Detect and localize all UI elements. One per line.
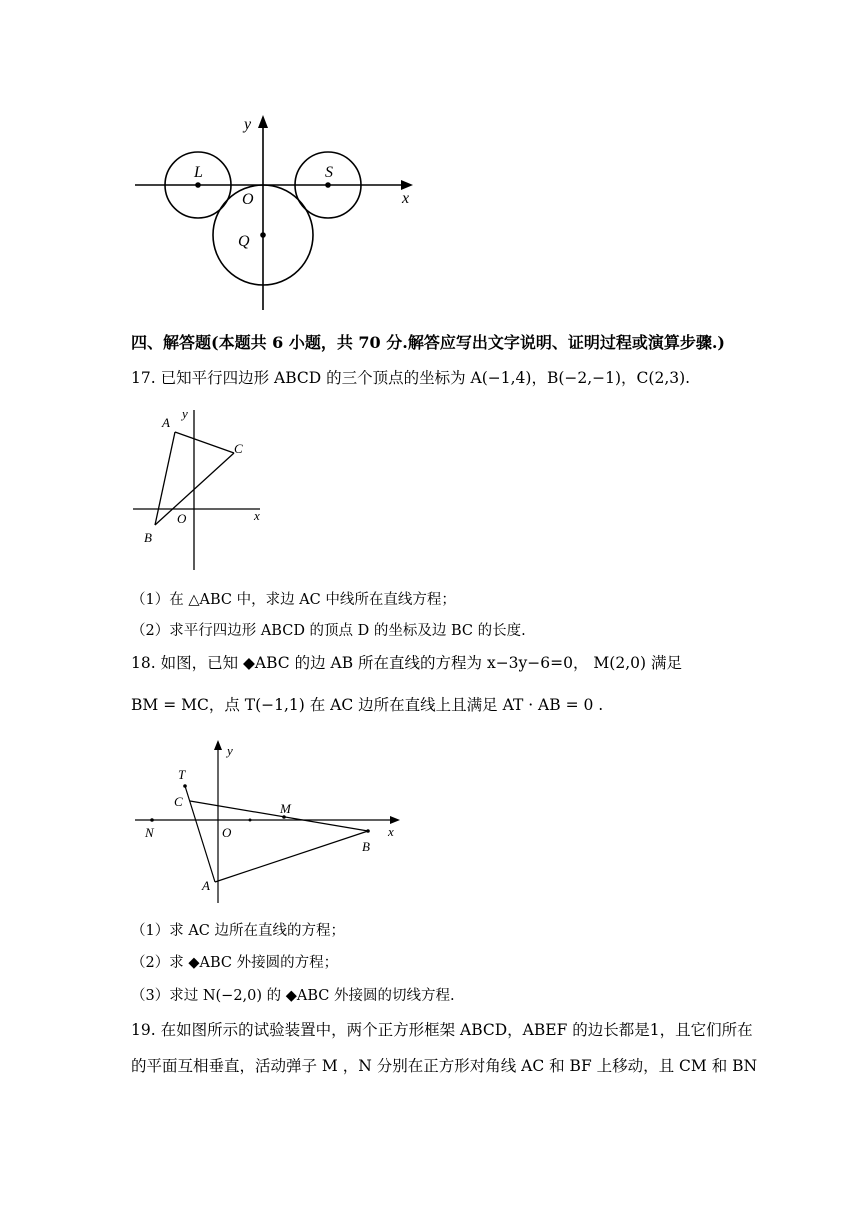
label-o: O: [177, 511, 187, 526]
side-ab: [215, 831, 368, 882]
label-y: y: [244, 116, 252, 133]
label-c: C: [234, 441, 243, 456]
point-t: [183, 784, 187, 788]
label-b: B: [362, 839, 370, 854]
label-s: S: [325, 164, 333, 181]
label-y: y: [182, 406, 188, 421]
label-c: C: [174, 794, 183, 809]
point-s: [325, 182, 331, 188]
q18-part1: （1）求 AC 边所在直线的方程；: [131, 923, 346, 939]
label-n: N: [145, 825, 154, 840]
point-n: [150, 818, 154, 822]
side-cb: [190, 801, 368, 831]
label-x: x: [388, 824, 394, 839]
point-q: [260, 232, 266, 238]
label-l: L: [194, 164, 203, 181]
q17-part2: （2）求平行四边形 ABCD 的顶点 D 的坐标及边 BC 的长度.: [131, 623, 526, 639]
q18-line1: 18. 如图，已知 ◆ABC 的边 AB 所在直线的方程为 x−3y−6=0， M(2,0) 满足: [131, 654, 682, 672]
label-t: T: [178, 767, 186, 782]
point-tick: [249, 819, 252, 822]
figure-q17: [130, 405, 275, 575]
figure-circles: [130, 110, 420, 315]
q18-part2: （2）求 ◆ABC 外接圆的方程；: [131, 955, 339, 971]
figure-q18: [130, 738, 410, 908]
section-heading: 四、解答题(本题共 6 小题，共 70 分.解答应写出文字说明、证明过程或演算步骤.): [131, 333, 725, 352]
label-y: y: [227, 743, 233, 758]
y-arrow-icon: [258, 115, 268, 128]
q18-part3: （3）求过 N(−2,0) 的 ◆ABC 外接圆的切线方程.: [131, 988, 455, 1004]
label-q: Q: [238, 233, 250, 250]
label-o: O: [242, 191, 254, 208]
q19-line2: 的平面互相垂直，活动弹子 M ，N 分别在正方形对角线 AC 和 BF 上移动，且 CM 和 BN: [131, 1057, 758, 1075]
q19-line1: 19. 在如图所示的试验装置中，两个正方形框架 ABCD，ABEF 的边长都是1，且它们所在: [131, 1021, 753, 1039]
label-m: M: [280, 801, 291, 816]
x-arrow-icon: [390, 816, 400, 824]
point-l: [195, 182, 201, 188]
side-ac: [175, 432, 234, 453]
q17-part1: （1）在 △ABC 中，求边 AC 中线所在直线方程；: [131, 592, 456, 608]
label-x: x: [254, 508, 260, 523]
label-a: A: [202, 878, 210, 893]
side-ab: [155, 432, 175, 525]
y-arrow-icon: [214, 740, 222, 750]
label-o: O: [222, 825, 232, 840]
x-arrow-icon: [401, 180, 413, 190]
label-x: x: [402, 190, 410, 207]
label-b: B: [144, 530, 152, 545]
q18-line2: BM = MC，点 T(−1,1) 在 AC 边所在直线上且满足 AT · AB = 0 .: [131, 696, 604, 714]
q17-text: 17. 已知平行四边形 ABCD 的三个顶点的坐标为 A(−1,4)，B(−2,−1)，C(2,3).: [131, 369, 691, 387]
label-a: A: [162, 415, 170, 430]
point-b: [366, 829, 370, 833]
line-ta: [185, 786, 215, 882]
